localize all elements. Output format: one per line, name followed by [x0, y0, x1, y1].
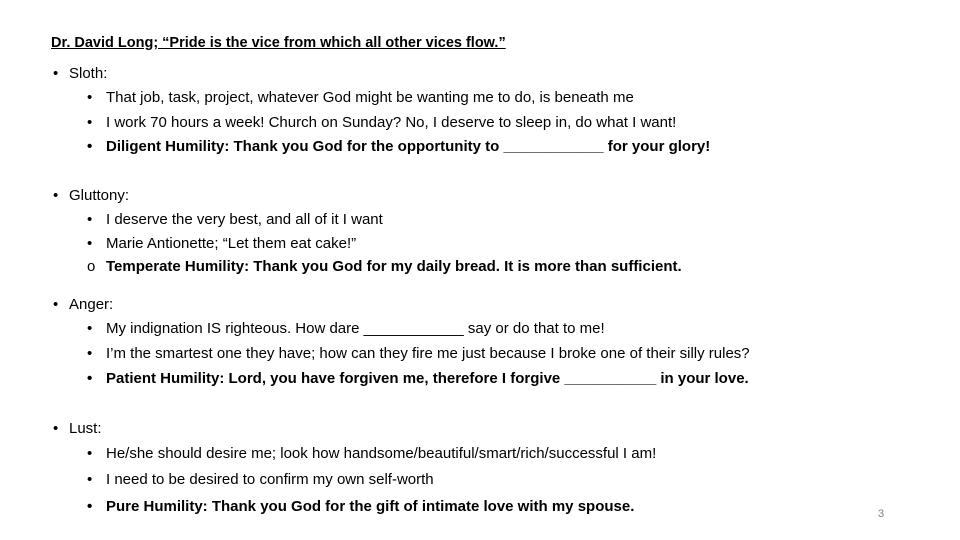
bullet: • [87, 345, 93, 362]
list-item [87, 89, 634, 106]
bullet: • [87, 320, 93, 337]
list-item [87, 345, 750, 362]
slide-number: 3 [878, 508, 885, 520]
item-text: Temperate Humility: Thank you God for my daily bread. It is more than sufficient. [106, 258, 682, 275]
list-item [87, 235, 356, 252]
list-item-humility [87, 258, 682, 275]
bullet: • [53, 420, 59, 437]
list-item [87, 471, 434, 488]
bullet: • [53, 65, 59, 82]
item-text: Marie Antionette; “Let them eat cake!” [106, 235, 357, 252]
list-item [87, 211, 383, 228]
bullet: • [87, 235, 93, 252]
heading-label: Anger: [69, 296, 114, 313]
bullet: • [87, 89, 93, 106]
item-text: I deserve the very best, and all of it I want [106, 211, 383, 228]
page-title: Dr. David Long; “Pride is the vice from which all other vices flow.” [51, 35, 506, 51]
list-item-humility [87, 498, 634, 515]
item-text: Diligent Humility: Thank you God for the opportunity to ____________ for your glory! [106, 138, 711, 155]
item-text: My indignation IS righteous. How dare ____________ say or do that to me! [106, 320, 605, 337]
bullet: o [87, 258, 96, 275]
item-text: Pure Humility: Thank you God for the gift of intimate love with my spouse. [106, 498, 635, 515]
bullet: • [87, 114, 93, 131]
list-item-humility [87, 370, 749, 387]
bullet: • [87, 370, 93, 387]
list-item [87, 114, 676, 131]
heading-label: Sloth: [69, 65, 108, 82]
item-text: I work 70 hours a week! Church on Sunday? No, I deserve to sleep in, do what I want! [106, 114, 677, 131]
list-item [87, 320, 605, 337]
item-text: He/she should desire me; look how handsome/beautiful/smart/rich/successful I am! [106, 445, 657, 462]
bullet: • [87, 211, 93, 228]
heading-label: Lust: [69, 420, 102, 437]
section-heading-sloth [53, 65, 107, 82]
heading-label: Gluttony: [69, 187, 130, 204]
item-text: Patient Humility: Lord, you have forgiven me, therefore I forgive ___________ in your love. [106, 370, 749, 387]
section-heading-gluttony [53, 187, 129, 204]
bullet: • [87, 138, 93, 155]
bullet: • [53, 296, 59, 313]
section-heading-anger [53, 296, 113, 313]
list-item-humility [87, 138, 710, 155]
bullet: • [87, 498, 93, 515]
bullet: • [87, 445, 93, 462]
section-heading-lust [53, 420, 102, 437]
bullet: • [87, 471, 93, 488]
item-text: I need to be desired to confirm my own self-worth [106, 471, 434, 488]
bullet: • [53, 187, 59, 204]
list-item [87, 445, 656, 462]
item-text: That job, task, project, whatever God might be wanting me to do, is beneath me [106, 89, 634, 106]
item-text: I’m the smartest one they have; how can they fire me just because I broke one of their silly rules? [106, 345, 750, 362]
